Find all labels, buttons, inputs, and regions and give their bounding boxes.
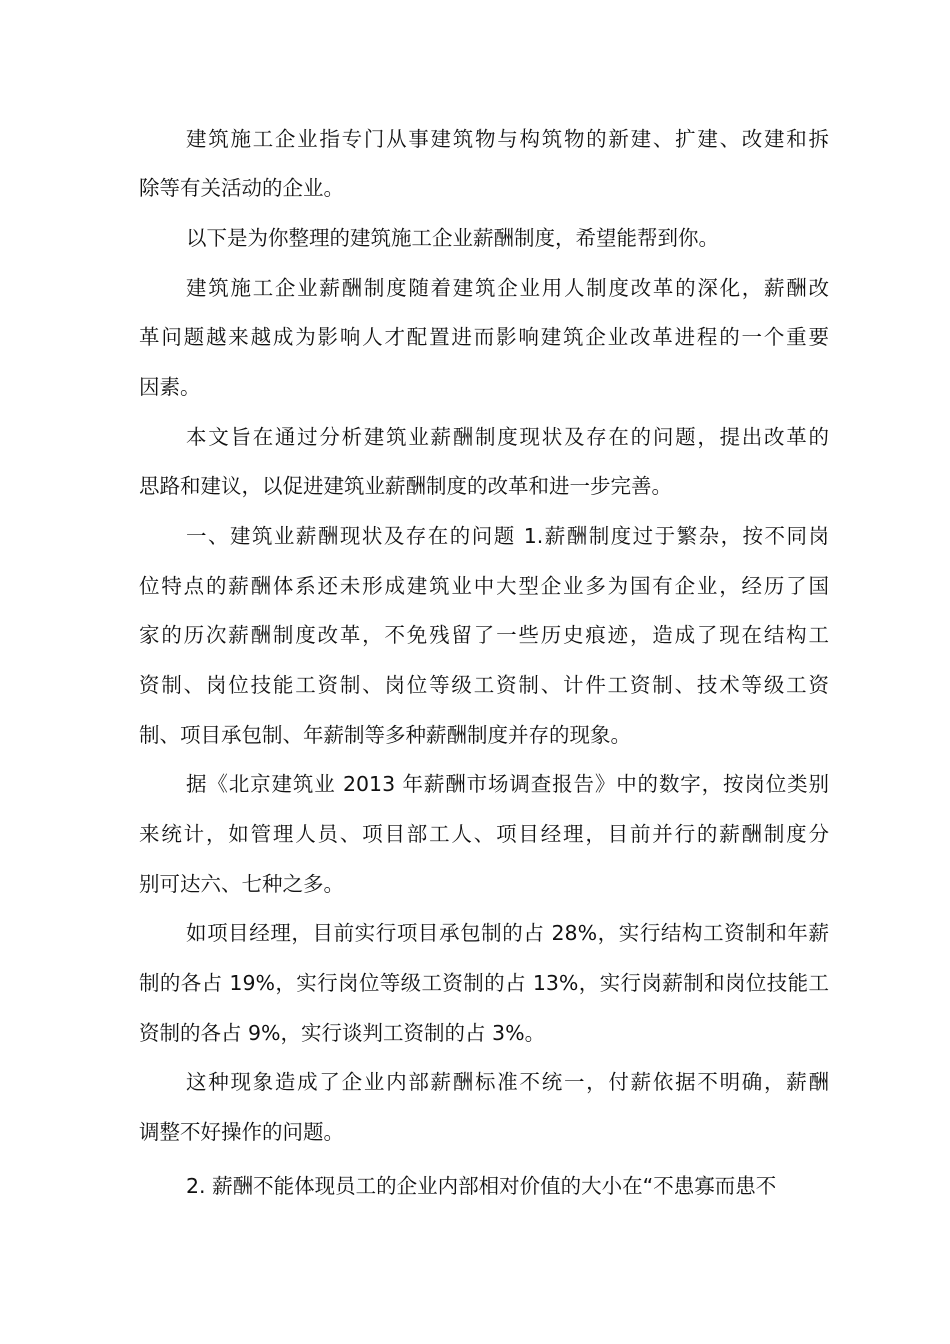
paragraph-1-line-2: 除等有关活动的企业。 <box>139 176 344 200</box>
paragraph-5-line-2: 位特点的薪酬体系还未形成建筑业中大型企业多为国有企业，经历了国 <box>139 574 829 598</box>
paragraph-3-line-2: 革问题越来越成为影响人才配置进而影响建筑企业改革进程的一个重要 <box>139 325 829 349</box>
paragraph-4-line-1: 本文旨在通过分析建筑业薪酬制度现状及存在的问题，提出改革的 <box>186 425 829 449</box>
paragraph-5-line-1: 一、建筑业薪酬现状及存在的问题 1.薪酬制度过于繁杂，按不同岗 <box>186 524 829 548</box>
paragraph-6-line-3: 别可达六、七种之多。 <box>139 872 344 896</box>
numbered-item-2-line-1: 2. 薪酬不能体现员工的企业内部相对价值的大小在“不患寡而患不 <box>186 1174 777 1198</box>
paragraph-7-line-1: 如项目经理，目前实行项目承包制的占 28%，实行结构工资制和年薪 <box>186 921 829 945</box>
paragraph-6-line-1: 据《北京建筑业 2013 年薪酬市场调查报告》中的数字，按岗位类别 <box>186 772 829 796</box>
paragraph-6-line-2: 来统计，如管理人员、项目部工人、项目经理，目前并行的薪酬制度分 <box>139 822 829 846</box>
paragraph-5-line-4: 资制、岗位技能工资制、岗位等级工资制、计件工资制、技术等级工资 <box>139 673 829 697</box>
paragraph-7-line-3: 资制的各占 9%，实行谈判工资制的占 3%。 <box>139 1021 546 1045</box>
paragraph-8-line-1: 这种现象造成了企业内部薪酬标准不统一，付薪依据不明确，薪酬 <box>186 1070 829 1094</box>
paragraph-7-line-2: 制的各占 19%，实行岗位等级工资制的占 13%，实行岗薪制和岗位技能工 <box>139 971 829 995</box>
paragraph-5-line-5: 制、项目承包制、年薪制等多种薪酬制度并存的现象。 <box>139 723 631 747</box>
paragraph-2-line-1: 以下是为你整理的建筑施工企业薪酬制度，希望能帮到你。 <box>186 226 719 250</box>
paragraph-5-line-3: 家的历次薪酬制度改革，不免残留了一些历史痕迹，造成了现在结构工 <box>139 623 829 647</box>
paragraph-3-line-3: 因素。 <box>139 375 201 399</box>
paragraph-8-line-2: 调整不好操作的问题。 <box>139 1120 344 1144</box>
paragraph-3-line-1: 建筑施工企业薪酬制度随着建筑企业用人制度改革的深化，薪酬改 <box>186 276 829 300</box>
paragraph-4-line-2: 思路和建议，以促进建筑业薪酬制度的改革和进一步完善。 <box>139 474 672 498</box>
paragraph-1-line-1: 建筑施工企业指专门从事建筑物与构筑物的新建、扩建、改建和拆 <box>186 127 829 151</box>
